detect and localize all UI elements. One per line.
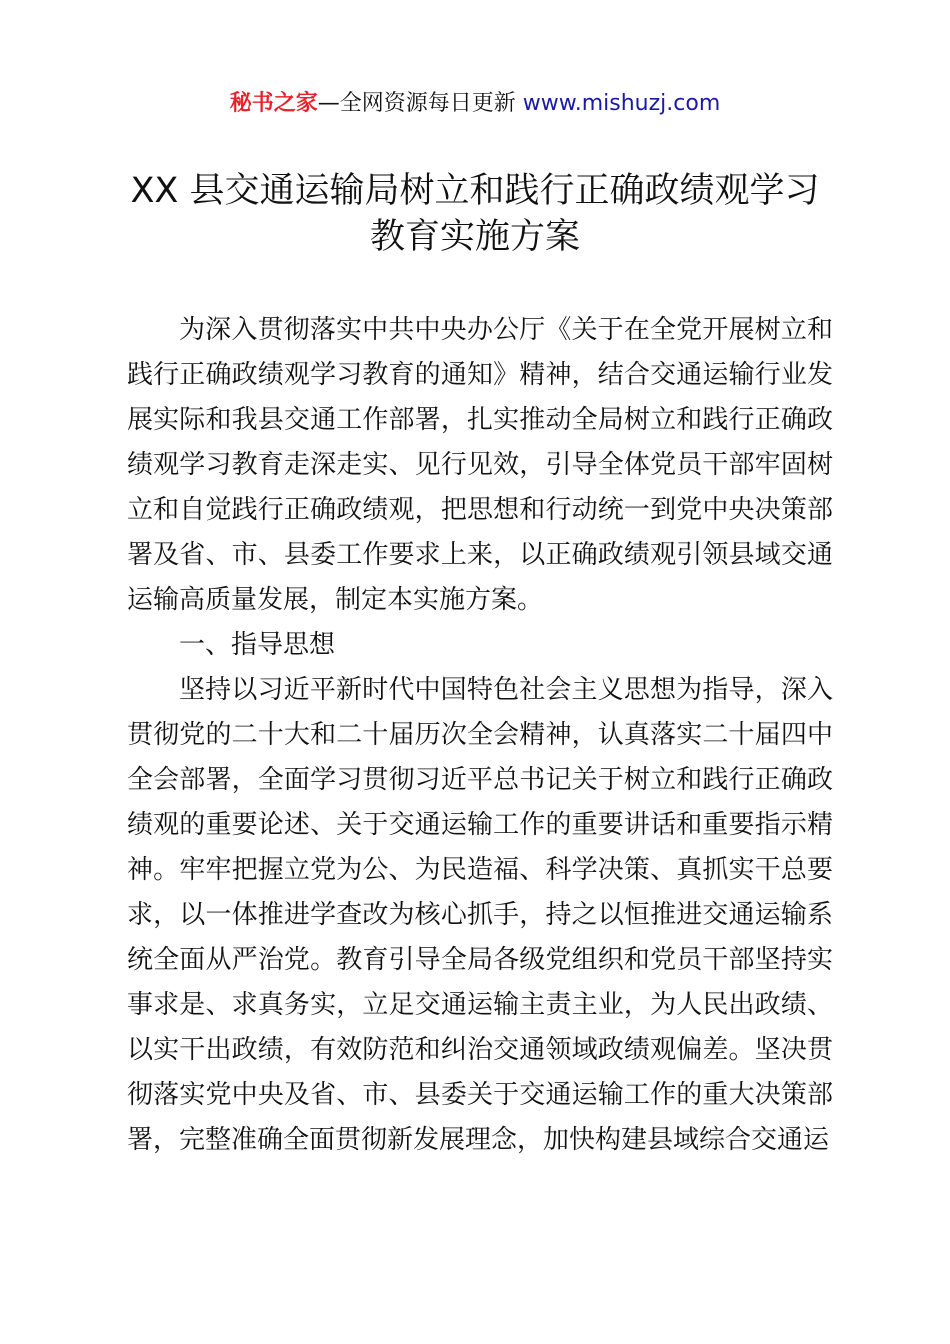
section-heading-guiding-thought: 一、指导思想: [179, 630, 336, 660]
document-body: [127, 308, 833, 1163]
intro-paragraph: 为深入贯彻落实中共中央办公厅《关于在全党开展树立和践行正确政绩观学习教育的通知》精神，结合交通运输行业发展实际和我县交通工作部署，扎实推动全局树立和践行正确政绩观学习教育走深走实、见行见效，引导全体党员干部牢固树立和自觉践行正确政绩观，把思想和行动统一到党中央决策部署及省、市、县委工作要求上来，以正确政绩观引领县域交通运输高质量发展，制定本实施方案。: [127, 315, 833, 615]
section-paragraph-guiding-thought: 坚持以习近平新时代中国特色社会主义思想为指导，深入贯彻党的二十大和二十届历次全会精神，认真落实二十届四中全会部署，全面学习贯彻习近平总书记关于树立和践行正确政绩观的重要论述、关于交通运输工作的重要讲话和重要指示精神。牢牢把握立党为公、为民造福、科学决策、真抓实干总要求，以一体推进学查改为核心抓手，持之以恒推进交通运输系统全面从严治党。教育引导全局各级党组织和党员干部坚持实事求是、求真务实，立足交通运输主责主业，为人民出政绩、以实干出政绩，有效防范和纠治交通领域政绩观偏差。坚决贯彻落实党中央及省、市、县委关于交通运输工作的重大决策部署，完整准确全面贯彻新发展理念，加快构建县域综合交通运: [127, 675, 833, 1155]
site-tagline: —全网资源每日更新: [317, 91, 523, 116]
title-line-1: XX 县交通运输局树立和践行正确政绩观学习: [130, 171, 820, 211]
site-header: [0, 88, 950, 120]
document-title: [100, 168, 850, 260]
site-url-link[interactable]: www.mishuzj.com: [522, 91, 721, 116]
site-brand: 秘书之家: [229, 91, 318, 116]
title-line-2: 教育实施方案: [369, 217, 580, 257]
